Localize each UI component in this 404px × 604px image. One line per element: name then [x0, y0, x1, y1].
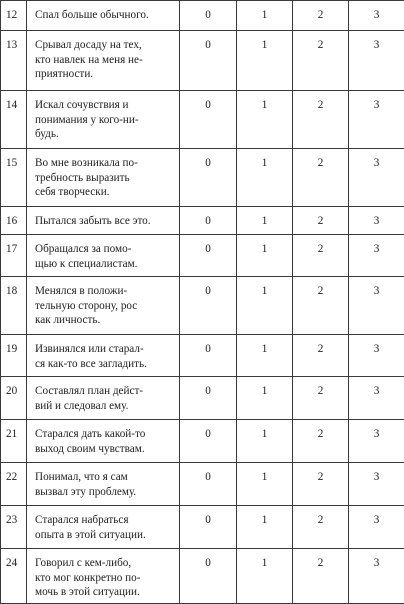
score-option-2[interactable]: 2 — [293, 149, 349, 207]
statement-line: вий и следовал ему. — [35, 399, 175, 414]
score-option-3[interactable]: 3 — [349, 549, 404, 604]
score-option-3[interactable]: 3 — [349, 335, 404, 377]
item-number: 19 — [1, 335, 27, 377]
item-number: 16 — [1, 207, 27, 235]
table-row — [1, 549, 404, 604]
statement-line: Пытался забыть все это. — [35, 214, 175, 229]
score-option-0[interactable]: 0 — [180, 235, 237, 277]
item-statement — [27, 463, 180, 506]
score-option-1[interactable]: 1 — [237, 335, 293, 377]
score-option-3[interactable]: 3 — [349, 377, 404, 420]
score-option-3[interactable]: 3 — [349, 91, 404, 149]
score-option-0[interactable]: 0 — [180, 91, 237, 149]
statement-line: Старался набраться — [35, 513, 175, 528]
item-statement — [27, 235, 180, 277]
score-option-2[interactable]: 2 — [293, 277, 349, 335]
score-option-3[interactable]: 3 — [349, 235, 404, 277]
score-option-1[interactable]: 1 — [237, 31, 293, 91]
score-option-0[interactable]: 0 — [180, 335, 237, 377]
score-option-1[interactable]: 1 — [237, 235, 293, 277]
statement-line: приятности. — [35, 67, 175, 82]
item-statement — [27, 149, 180, 207]
score-option-2[interactable]: 2 — [293, 91, 349, 149]
statement-line: Старался дать какой-то — [35, 427, 175, 442]
score-option-0[interactable]: 0 — [180, 1, 237, 31]
score-option-2[interactable]: 2 — [293, 377, 349, 420]
score-option-2[interactable]: 2 — [293, 335, 349, 377]
score-option-3[interactable]: 3 — [349, 277, 404, 335]
item-number: 23 — [1, 506, 27, 549]
table-row — [1, 207, 404, 235]
statement-line: Менялся в положи- — [35, 284, 175, 299]
statement-line: ся как-то все загладить. — [35, 357, 175, 372]
item-number: 20 — [1, 377, 27, 420]
score-option-1[interactable]: 1 — [237, 149, 293, 207]
score-option-2[interactable]: 2 — [293, 31, 349, 91]
statement-line: тельную сторону, рос — [35, 299, 175, 314]
score-option-0[interactable]: 0 — [180, 549, 237, 604]
item-statement — [27, 377, 180, 420]
statement-line: кто навлек на меня не- — [35, 53, 175, 68]
statement-line: себя творчески. — [35, 185, 175, 200]
item-number: 17 — [1, 235, 27, 277]
statement-line: Срывал досаду на тех, — [35, 38, 175, 53]
table-row — [1, 149, 404, 207]
statement-line: Составлял план дейст- — [35, 384, 175, 399]
score-option-1[interactable]: 1 — [237, 277, 293, 335]
statement-line: кто мог конкретно по- — [35, 571, 175, 586]
statement-line: Искал сочувствия и — [35, 98, 175, 113]
item-number: 15 — [1, 149, 27, 207]
statement-line: Обращался за помо- — [35, 242, 175, 257]
item-number: 24 — [1, 549, 27, 604]
item-statement — [27, 91, 180, 149]
score-option-1[interactable]: 1 — [237, 549, 293, 604]
statement-line: мочь в этой ситуации. — [35, 585, 175, 600]
item-number: 13 — [1, 31, 27, 91]
statement-line: щью к специалистам. — [35, 257, 175, 272]
score-option-2[interactable]: 2 — [293, 549, 349, 604]
score-option-3[interactable]: 3 — [349, 149, 404, 207]
item-number: 22 — [1, 463, 27, 506]
item-statement — [27, 277, 180, 335]
score-option-1[interactable]: 1 — [237, 91, 293, 149]
score-option-0[interactable]: 0 — [180, 506, 237, 549]
questionnaire-body — [1, 1, 404, 604]
item-statement — [27, 335, 180, 377]
item-statement — [27, 506, 180, 549]
item-statement — [27, 31, 180, 91]
item-number: 21 — [1, 420, 27, 463]
table-row — [1, 335, 404, 377]
table-row — [1, 377, 404, 420]
table-row — [1, 31, 404, 91]
score-option-2[interactable]: 2 — [293, 235, 349, 277]
statement-line: Извинялся или старал- — [35, 342, 175, 357]
score-option-0[interactable]: 0 — [180, 31, 237, 91]
score-option-1[interactable]: 1 — [237, 1, 293, 31]
statement-line: требность выразить — [35, 171, 175, 186]
score-option-3[interactable]: 3 — [349, 31, 404, 91]
table-row — [1, 420, 404, 463]
item-statement — [27, 1, 180, 31]
score-option-0[interactable]: 0 — [180, 377, 237, 420]
statement-line: Говорил с кем-либо, — [35, 556, 175, 571]
item-number: 18 — [1, 277, 27, 335]
statement-line: понимания у кого-ни- — [35, 113, 175, 128]
item-number: 12 — [1, 1, 27, 31]
score-option-3[interactable]: 3 — [349, 463, 404, 506]
table-row — [1, 235, 404, 277]
score-option-1[interactable]: 1 — [237, 207, 293, 235]
item-statement — [27, 420, 180, 463]
score-option-2[interactable]: 2 — [293, 420, 349, 463]
item-number: 14 — [1, 91, 27, 149]
score-option-2[interactable]: 2 — [293, 1, 349, 31]
score-option-3[interactable]: 3 — [349, 420, 404, 463]
table-row — [1, 463, 404, 506]
score-option-3[interactable]: 3 — [349, 506, 404, 549]
statement-line: вызвал эту проблему. — [35, 485, 175, 500]
score-option-1[interactable]: 1 — [237, 463, 293, 506]
statement-line: как личность. — [35, 313, 175, 328]
item-statement — [27, 207, 180, 235]
table-row — [1, 1, 404, 31]
statement-line: Понимал, что я сам — [35, 470, 175, 485]
score-option-1[interactable]: 1 — [237, 420, 293, 463]
statement-line: Спал больше обычного. — [35, 8, 175, 23]
score-option-0[interactable]: 0 — [180, 420, 237, 463]
statement-line: Во мне возникала по- — [35, 156, 175, 171]
score-option-2[interactable]: 2 — [293, 463, 349, 506]
table-row — [1, 91, 404, 149]
item-statement — [27, 549, 180, 604]
table-row — [1, 277, 404, 335]
score-option-2[interactable]: 2 — [293, 207, 349, 235]
score-option-0[interactable]: 0 — [180, 463, 237, 506]
score-option-0[interactable]: 0 — [180, 277, 237, 335]
score-option-3[interactable]: 3 — [349, 207, 404, 235]
score-option-1[interactable]: 1 — [237, 506, 293, 549]
score-option-0[interactable]: 0 — [180, 149, 237, 207]
statement-line: выход своим чувствам. — [35, 442, 175, 457]
score-option-1[interactable]: 1 — [237, 377, 293, 420]
statement-line: опыта в этой ситуации. — [35, 528, 175, 543]
score-option-0[interactable]: 0 — [180, 207, 237, 235]
score-option-2[interactable]: 2 — [293, 506, 349, 549]
statement-line: будь. — [35, 127, 175, 142]
score-option-3[interactable]: 3 — [349, 1, 404, 31]
table-row — [1, 506, 404, 549]
